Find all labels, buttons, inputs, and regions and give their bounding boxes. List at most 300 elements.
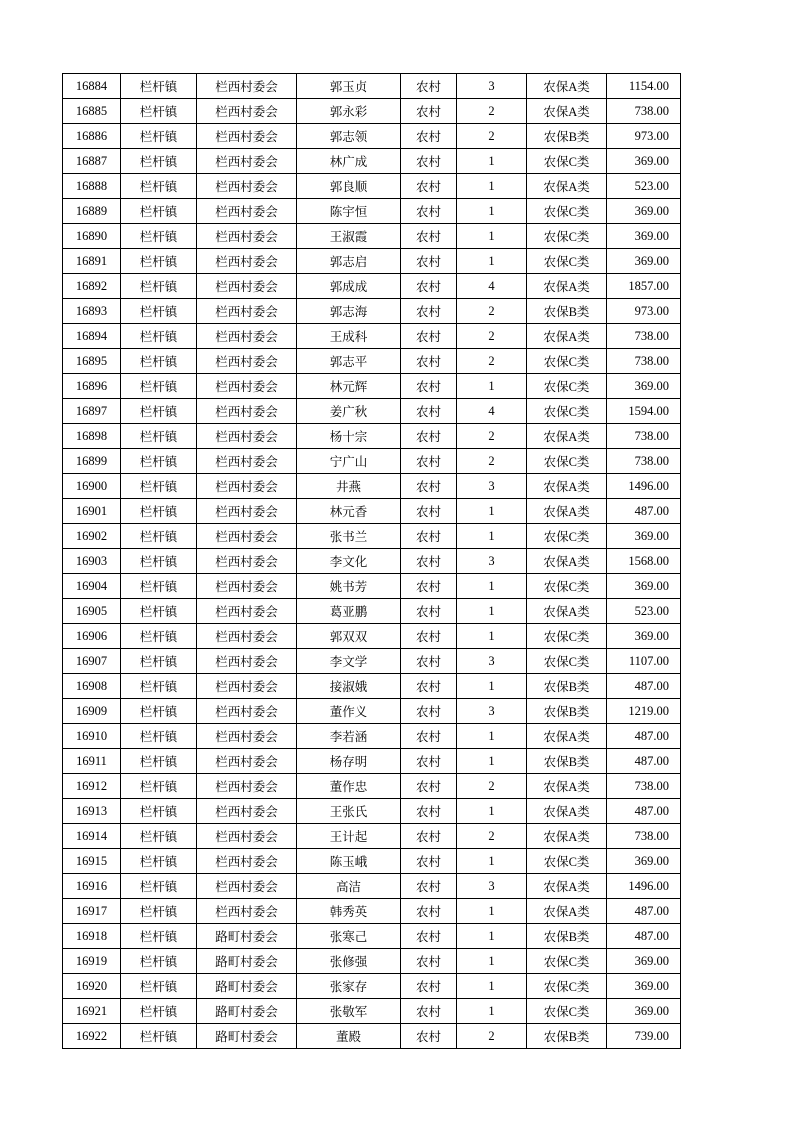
cell-amount: 487.00 bbox=[607, 799, 681, 824]
cell-id: 16887 bbox=[63, 149, 121, 174]
cell-count: 3 bbox=[457, 549, 527, 574]
cell-type: 农村 bbox=[401, 974, 457, 999]
cell-category: 农保C类 bbox=[527, 974, 607, 999]
cell-town: 栏杆镇 bbox=[121, 849, 197, 874]
cell-amount: 369.00 bbox=[607, 374, 681, 399]
cell-category: 农保C类 bbox=[527, 399, 607, 424]
cell-amount: 1857.00 bbox=[607, 274, 681, 299]
cell-amount: 1107.00 bbox=[607, 649, 681, 674]
cell-type: 农村 bbox=[401, 724, 457, 749]
cell-amount: 523.00 bbox=[607, 174, 681, 199]
table-row bbox=[63, 174, 681, 199]
cell-town: 栏杆镇 bbox=[121, 999, 197, 1024]
cell-id: 16884 bbox=[63, 74, 121, 99]
cell-count: 1 bbox=[457, 624, 527, 649]
cell-category: 农保C类 bbox=[527, 449, 607, 474]
table-row bbox=[63, 249, 681, 274]
cell-type: 农村 bbox=[401, 674, 457, 699]
cell-type: 农村 bbox=[401, 124, 457, 149]
cell-name: 郭志海 bbox=[297, 299, 401, 324]
table-row bbox=[63, 974, 681, 999]
cell-category: 农保A类 bbox=[527, 874, 607, 899]
table-row bbox=[63, 599, 681, 624]
cell-village: 栏西村委会 bbox=[197, 199, 297, 224]
cell-village: 路町村委会 bbox=[197, 974, 297, 999]
cell-id: 16894 bbox=[63, 324, 121, 349]
cell-count: 1 bbox=[457, 524, 527, 549]
cell-category: 农保A类 bbox=[527, 724, 607, 749]
table-row bbox=[63, 674, 681, 699]
table-row bbox=[63, 199, 681, 224]
cell-type: 农村 bbox=[401, 374, 457, 399]
cell-category: 农保C类 bbox=[527, 149, 607, 174]
cell-category: 农保B类 bbox=[527, 299, 607, 324]
cell-town: 栏杆镇 bbox=[121, 299, 197, 324]
cell-category: 农保C类 bbox=[527, 649, 607, 674]
cell-amount: 369.00 bbox=[607, 574, 681, 599]
cell-name: 郭志领 bbox=[297, 124, 401, 149]
cell-town: 栏杆镇 bbox=[121, 724, 197, 749]
cell-town: 栏杆镇 bbox=[121, 799, 197, 824]
cell-count: 2 bbox=[457, 99, 527, 124]
table-row bbox=[63, 699, 681, 724]
cell-type: 农村 bbox=[401, 874, 457, 899]
cell-town: 栏杆镇 bbox=[121, 749, 197, 774]
cell-id: 16905 bbox=[63, 599, 121, 624]
cell-category: 农保B类 bbox=[527, 674, 607, 699]
cell-name: 郭良顺 bbox=[297, 174, 401, 199]
cell-name: 林元辉 bbox=[297, 374, 401, 399]
cell-type: 农村 bbox=[401, 799, 457, 824]
cell-category: 农保A类 bbox=[527, 774, 607, 799]
cell-count: 3 bbox=[457, 649, 527, 674]
cell-id: 16902 bbox=[63, 524, 121, 549]
cell-category: 农保A类 bbox=[527, 174, 607, 199]
cell-amount: 369.00 bbox=[607, 849, 681, 874]
cell-name: 郭永彩 bbox=[297, 99, 401, 124]
cell-name: 郭双双 bbox=[297, 624, 401, 649]
cell-id: 16889 bbox=[63, 199, 121, 224]
cell-town: 栏杆镇 bbox=[121, 774, 197, 799]
cell-amount: 738.00 bbox=[607, 424, 681, 449]
cell-id: 16917 bbox=[63, 899, 121, 924]
cell-id: 16907 bbox=[63, 649, 121, 674]
cell-category: 农保C类 bbox=[527, 249, 607, 274]
cell-amount: 973.00 bbox=[607, 299, 681, 324]
table-row bbox=[63, 424, 681, 449]
cell-town: 栏杆镇 bbox=[121, 824, 197, 849]
cell-category: 农保A类 bbox=[527, 499, 607, 524]
cell-count: 1 bbox=[457, 599, 527, 624]
table-row bbox=[63, 349, 681, 374]
cell-town: 栏杆镇 bbox=[121, 374, 197, 399]
cell-village: 栏西村委会 bbox=[197, 274, 297, 299]
cell-town: 栏杆镇 bbox=[121, 449, 197, 474]
cell-count: 1 bbox=[457, 674, 527, 699]
cell-village: 栏西村委会 bbox=[197, 774, 297, 799]
table-row bbox=[63, 949, 681, 974]
cell-name: 郭成成 bbox=[297, 274, 401, 299]
table-row bbox=[63, 799, 681, 824]
cell-id: 16910 bbox=[63, 724, 121, 749]
cell-town: 栏杆镇 bbox=[121, 574, 197, 599]
cell-town: 栏杆镇 bbox=[121, 549, 197, 574]
cell-id: 16898 bbox=[63, 424, 121, 449]
cell-category: 农保B类 bbox=[527, 924, 607, 949]
cell-type: 农村 bbox=[401, 424, 457, 449]
table-row bbox=[63, 524, 681, 549]
cell-town: 栏杆镇 bbox=[121, 99, 197, 124]
cell-count: 2 bbox=[457, 424, 527, 449]
cell-type: 农村 bbox=[401, 774, 457, 799]
cell-category: 农保C类 bbox=[527, 224, 607, 249]
cell-id: 16904 bbox=[63, 574, 121, 599]
cell-type: 农村 bbox=[401, 899, 457, 924]
cell-amount: 487.00 bbox=[607, 899, 681, 924]
cell-village: 栏西村委会 bbox=[197, 124, 297, 149]
cell-id: 16891 bbox=[63, 249, 121, 274]
cell-count: 3 bbox=[457, 74, 527, 99]
cell-village: 栏西村委会 bbox=[197, 474, 297, 499]
cell-name: 郭志平 bbox=[297, 349, 401, 374]
cell-town: 栏杆镇 bbox=[121, 1024, 197, 1049]
cell-count: 1 bbox=[457, 149, 527, 174]
table-row bbox=[63, 324, 681, 349]
cell-name: 林广成 bbox=[297, 149, 401, 174]
cell-village: 栏西村委会 bbox=[197, 649, 297, 674]
table-row bbox=[63, 124, 681, 149]
cell-type: 农村 bbox=[401, 574, 457, 599]
cell-type: 农村 bbox=[401, 649, 457, 674]
cell-type: 农村 bbox=[401, 849, 457, 874]
cell-id: 16918 bbox=[63, 924, 121, 949]
cell-count: 1 bbox=[457, 249, 527, 274]
cell-id: 16896 bbox=[63, 374, 121, 399]
cell-town: 栏杆镇 bbox=[121, 274, 197, 299]
cell-id: 16893 bbox=[63, 299, 121, 324]
cell-village: 路町村委会 bbox=[197, 999, 297, 1024]
cell-amount: 973.00 bbox=[607, 124, 681, 149]
cell-amount: 369.00 bbox=[607, 249, 681, 274]
cell-type: 农村 bbox=[401, 99, 457, 124]
table-row bbox=[63, 74, 681, 99]
cell-type: 农村 bbox=[401, 224, 457, 249]
cell-type: 农村 bbox=[401, 549, 457, 574]
cell-category: 农保B类 bbox=[527, 749, 607, 774]
cell-name: 董作义 bbox=[297, 699, 401, 724]
cell-amount: 738.00 bbox=[607, 824, 681, 849]
cell-town: 栏杆镇 bbox=[121, 899, 197, 924]
cell-town: 栏杆镇 bbox=[121, 174, 197, 199]
cell-town: 栏杆镇 bbox=[121, 149, 197, 174]
cell-type: 农村 bbox=[401, 299, 457, 324]
cell-type: 农村 bbox=[401, 474, 457, 499]
cell-name: 张家存 bbox=[297, 974, 401, 999]
cell-amount: 1219.00 bbox=[607, 699, 681, 724]
cell-amount: 738.00 bbox=[607, 99, 681, 124]
cell-town: 栏杆镇 bbox=[121, 874, 197, 899]
cell-category: 农保A类 bbox=[527, 324, 607, 349]
cell-name: 郭玉贞 bbox=[297, 74, 401, 99]
table-row bbox=[63, 724, 681, 749]
table-row bbox=[63, 374, 681, 399]
cell-count: 2 bbox=[457, 774, 527, 799]
cell-town: 栏杆镇 bbox=[121, 399, 197, 424]
cell-category: 农保A类 bbox=[527, 549, 607, 574]
cell-name: 宁广山 bbox=[297, 449, 401, 474]
cell-village: 栏西村委会 bbox=[197, 424, 297, 449]
cell-category: 农保B类 bbox=[527, 1024, 607, 1049]
cell-name: 张书兰 bbox=[297, 524, 401, 549]
table-row bbox=[63, 924, 681, 949]
cell-name: 王成科 bbox=[297, 324, 401, 349]
table-row bbox=[63, 874, 681, 899]
cell-amount: 369.00 bbox=[607, 999, 681, 1024]
cell-amount: 487.00 bbox=[607, 749, 681, 774]
cell-village: 栏西村委会 bbox=[197, 699, 297, 724]
cell-category: 农保A类 bbox=[527, 424, 607, 449]
cell-town: 栏杆镇 bbox=[121, 499, 197, 524]
cell-id: 16892 bbox=[63, 274, 121, 299]
cell-id: 16890 bbox=[63, 224, 121, 249]
cell-name: 张寒己 bbox=[297, 924, 401, 949]
cell-town: 栏杆镇 bbox=[121, 424, 197, 449]
records-table bbox=[62, 73, 681, 1049]
cell-count: 1 bbox=[457, 799, 527, 824]
cell-id: 16895 bbox=[63, 349, 121, 374]
cell-amount: 487.00 bbox=[607, 724, 681, 749]
table-row bbox=[63, 274, 681, 299]
table-row bbox=[63, 149, 681, 174]
cell-village: 栏西村委会 bbox=[197, 449, 297, 474]
cell-type: 农村 bbox=[401, 274, 457, 299]
cell-category: 农保C类 bbox=[527, 624, 607, 649]
cell-count: 1 bbox=[457, 749, 527, 774]
cell-id: 16885 bbox=[63, 99, 121, 124]
cell-village: 栏西村委会 bbox=[197, 824, 297, 849]
cell-category: 农保A类 bbox=[527, 899, 607, 924]
cell-amount: 1496.00 bbox=[607, 874, 681, 899]
cell-id: 16908 bbox=[63, 674, 121, 699]
cell-count: 1 bbox=[457, 174, 527, 199]
cell-category: 农保C类 bbox=[527, 949, 607, 974]
cell-amount: 369.00 bbox=[607, 524, 681, 549]
cell-village: 栏西村委会 bbox=[197, 599, 297, 624]
cell-id: 16906 bbox=[63, 624, 121, 649]
cell-count: 4 bbox=[457, 399, 527, 424]
cell-category: 农保C类 bbox=[527, 849, 607, 874]
cell-amount: 738.00 bbox=[607, 449, 681, 474]
cell-id: 16897 bbox=[63, 399, 121, 424]
cell-type: 农村 bbox=[401, 924, 457, 949]
cell-category: 农保B类 bbox=[527, 699, 607, 724]
cell-village: 栏西村委会 bbox=[197, 499, 297, 524]
table-row bbox=[63, 749, 681, 774]
cell-amount: 1496.00 bbox=[607, 474, 681, 499]
cell-id: 16912 bbox=[63, 774, 121, 799]
cell-name: 杨十宗 bbox=[297, 424, 401, 449]
cell-name: 王计起 bbox=[297, 824, 401, 849]
cell-amount: 1154.00 bbox=[607, 74, 681, 99]
cell-type: 农村 bbox=[401, 199, 457, 224]
cell-type: 农村 bbox=[401, 1024, 457, 1049]
cell-count: 1 bbox=[457, 499, 527, 524]
cell-category: 农保A类 bbox=[527, 599, 607, 624]
table-row bbox=[63, 824, 681, 849]
table-row bbox=[63, 849, 681, 874]
table-row bbox=[63, 624, 681, 649]
cell-type: 农村 bbox=[401, 524, 457, 549]
cell-name: 葛亚鹏 bbox=[297, 599, 401, 624]
cell-town: 栏杆镇 bbox=[121, 624, 197, 649]
cell-village: 栏西村委会 bbox=[197, 624, 297, 649]
cell-id: 16911 bbox=[63, 749, 121, 774]
cell-category: 农保A类 bbox=[527, 824, 607, 849]
cell-name: 王淑霞 bbox=[297, 224, 401, 249]
cell-count: 2 bbox=[457, 124, 527, 149]
cell-type: 农村 bbox=[401, 499, 457, 524]
cell-name: 高洁 bbox=[297, 874, 401, 899]
cell-village: 栏西村委会 bbox=[197, 524, 297, 549]
cell-town: 栏杆镇 bbox=[121, 974, 197, 999]
cell-amount: 738.00 bbox=[607, 774, 681, 799]
cell-village: 栏西村委会 bbox=[197, 674, 297, 699]
cell-count: 1 bbox=[457, 999, 527, 1024]
cell-count: 1 bbox=[457, 374, 527, 399]
cell-category: 农保C类 bbox=[527, 374, 607, 399]
table-row bbox=[63, 999, 681, 1024]
cell-amount: 739.00 bbox=[607, 1024, 681, 1049]
cell-id: 16915 bbox=[63, 849, 121, 874]
cell-count: 1 bbox=[457, 224, 527, 249]
cell-village: 栏西村委会 bbox=[197, 99, 297, 124]
cell-amount: 369.00 bbox=[607, 199, 681, 224]
cell-village: 栏西村委会 bbox=[197, 749, 297, 774]
cell-amount: 487.00 bbox=[607, 499, 681, 524]
cell-town: 栏杆镇 bbox=[121, 324, 197, 349]
cell-count: 1 bbox=[457, 199, 527, 224]
cell-count: 1 bbox=[457, 849, 527, 874]
table-row bbox=[63, 474, 681, 499]
cell-amount: 369.00 bbox=[607, 224, 681, 249]
cell-type: 农村 bbox=[401, 174, 457, 199]
table-row bbox=[63, 299, 681, 324]
cell-id: 16901 bbox=[63, 499, 121, 524]
cell-id: 16888 bbox=[63, 174, 121, 199]
cell-count: 1 bbox=[457, 724, 527, 749]
table-row bbox=[63, 649, 681, 674]
cell-category: 农保A类 bbox=[527, 799, 607, 824]
cell-name: 姚书芳 bbox=[297, 574, 401, 599]
cell-town: 栏杆镇 bbox=[121, 124, 197, 149]
cell-type: 农村 bbox=[401, 149, 457, 174]
cell-name: 林元香 bbox=[297, 499, 401, 524]
cell-type: 农村 bbox=[401, 999, 457, 1024]
cell-name: 郭志启 bbox=[297, 249, 401, 274]
cell-count: 1 bbox=[457, 974, 527, 999]
cell-count: 4 bbox=[457, 274, 527, 299]
cell-type: 农村 bbox=[401, 824, 457, 849]
table-row bbox=[63, 549, 681, 574]
cell-amount: 523.00 bbox=[607, 599, 681, 624]
cell-village: 栏西村委会 bbox=[197, 849, 297, 874]
cell-village: 路町村委会 bbox=[197, 949, 297, 974]
cell-id: 16903 bbox=[63, 549, 121, 574]
cell-village: 路町村委会 bbox=[197, 1024, 297, 1049]
cell-amount: 369.00 bbox=[607, 949, 681, 974]
records-table-body bbox=[63, 74, 681, 1049]
cell-category: 农保A类 bbox=[527, 99, 607, 124]
cell-name: 董作忠 bbox=[297, 774, 401, 799]
cell-name: 张修强 bbox=[297, 949, 401, 974]
cell-category: 农保C类 bbox=[527, 349, 607, 374]
cell-id: 16913 bbox=[63, 799, 121, 824]
cell-id: 16922 bbox=[63, 1024, 121, 1049]
cell-count: 2 bbox=[457, 449, 527, 474]
cell-name: 李若涵 bbox=[297, 724, 401, 749]
cell-amount: 369.00 bbox=[607, 149, 681, 174]
cell-name: 张敬军 bbox=[297, 999, 401, 1024]
cell-category: 农保A类 bbox=[527, 74, 607, 99]
cell-village: 栏西村委会 bbox=[197, 349, 297, 374]
cell-category: 农保C类 bbox=[527, 574, 607, 599]
cell-town: 栏杆镇 bbox=[121, 249, 197, 274]
cell-category: 农保C类 bbox=[527, 199, 607, 224]
table-row bbox=[63, 774, 681, 799]
cell-town: 栏杆镇 bbox=[121, 674, 197, 699]
cell-name: 陈宇恒 bbox=[297, 199, 401, 224]
cell-count: 2 bbox=[457, 349, 527, 374]
table-row bbox=[63, 899, 681, 924]
cell-count: 3 bbox=[457, 699, 527, 724]
cell-id: 16900 bbox=[63, 474, 121, 499]
table-row bbox=[63, 399, 681, 424]
cell-village: 栏西村委会 bbox=[197, 574, 297, 599]
cell-count: 1 bbox=[457, 924, 527, 949]
cell-type: 农村 bbox=[401, 349, 457, 374]
cell-count: 1 bbox=[457, 949, 527, 974]
cell-amount: 738.00 bbox=[607, 349, 681, 374]
cell-type: 农村 bbox=[401, 749, 457, 774]
cell-town: 栏杆镇 bbox=[121, 599, 197, 624]
cell-village: 栏西村委会 bbox=[197, 149, 297, 174]
cell-count: 2 bbox=[457, 824, 527, 849]
cell-id: 16909 bbox=[63, 699, 121, 724]
cell-type: 农村 bbox=[401, 449, 457, 474]
cell-category: 农保A类 bbox=[527, 474, 607, 499]
cell-type: 农村 bbox=[401, 699, 457, 724]
table-row bbox=[63, 99, 681, 124]
cell-category: 农保B类 bbox=[527, 124, 607, 149]
cell-count: 3 bbox=[457, 874, 527, 899]
cell-village: 栏西村委会 bbox=[197, 549, 297, 574]
cell-town: 栏杆镇 bbox=[121, 349, 197, 374]
cell-type: 农村 bbox=[401, 249, 457, 274]
cell-town: 栏杆镇 bbox=[121, 224, 197, 249]
cell-count: 3 bbox=[457, 474, 527, 499]
cell-amount: 487.00 bbox=[607, 674, 681, 699]
cell-name: 接淑娥 bbox=[297, 674, 401, 699]
cell-name: 李文化 bbox=[297, 549, 401, 574]
cell-village: 栏西村委会 bbox=[197, 174, 297, 199]
cell-id: 16919 bbox=[63, 949, 121, 974]
cell-type: 农村 bbox=[401, 399, 457, 424]
cell-id: 16921 bbox=[63, 999, 121, 1024]
table-row bbox=[63, 1024, 681, 1049]
cell-town: 栏杆镇 bbox=[121, 949, 197, 974]
cell-count: 2 bbox=[457, 324, 527, 349]
cell-town: 栏杆镇 bbox=[121, 924, 197, 949]
